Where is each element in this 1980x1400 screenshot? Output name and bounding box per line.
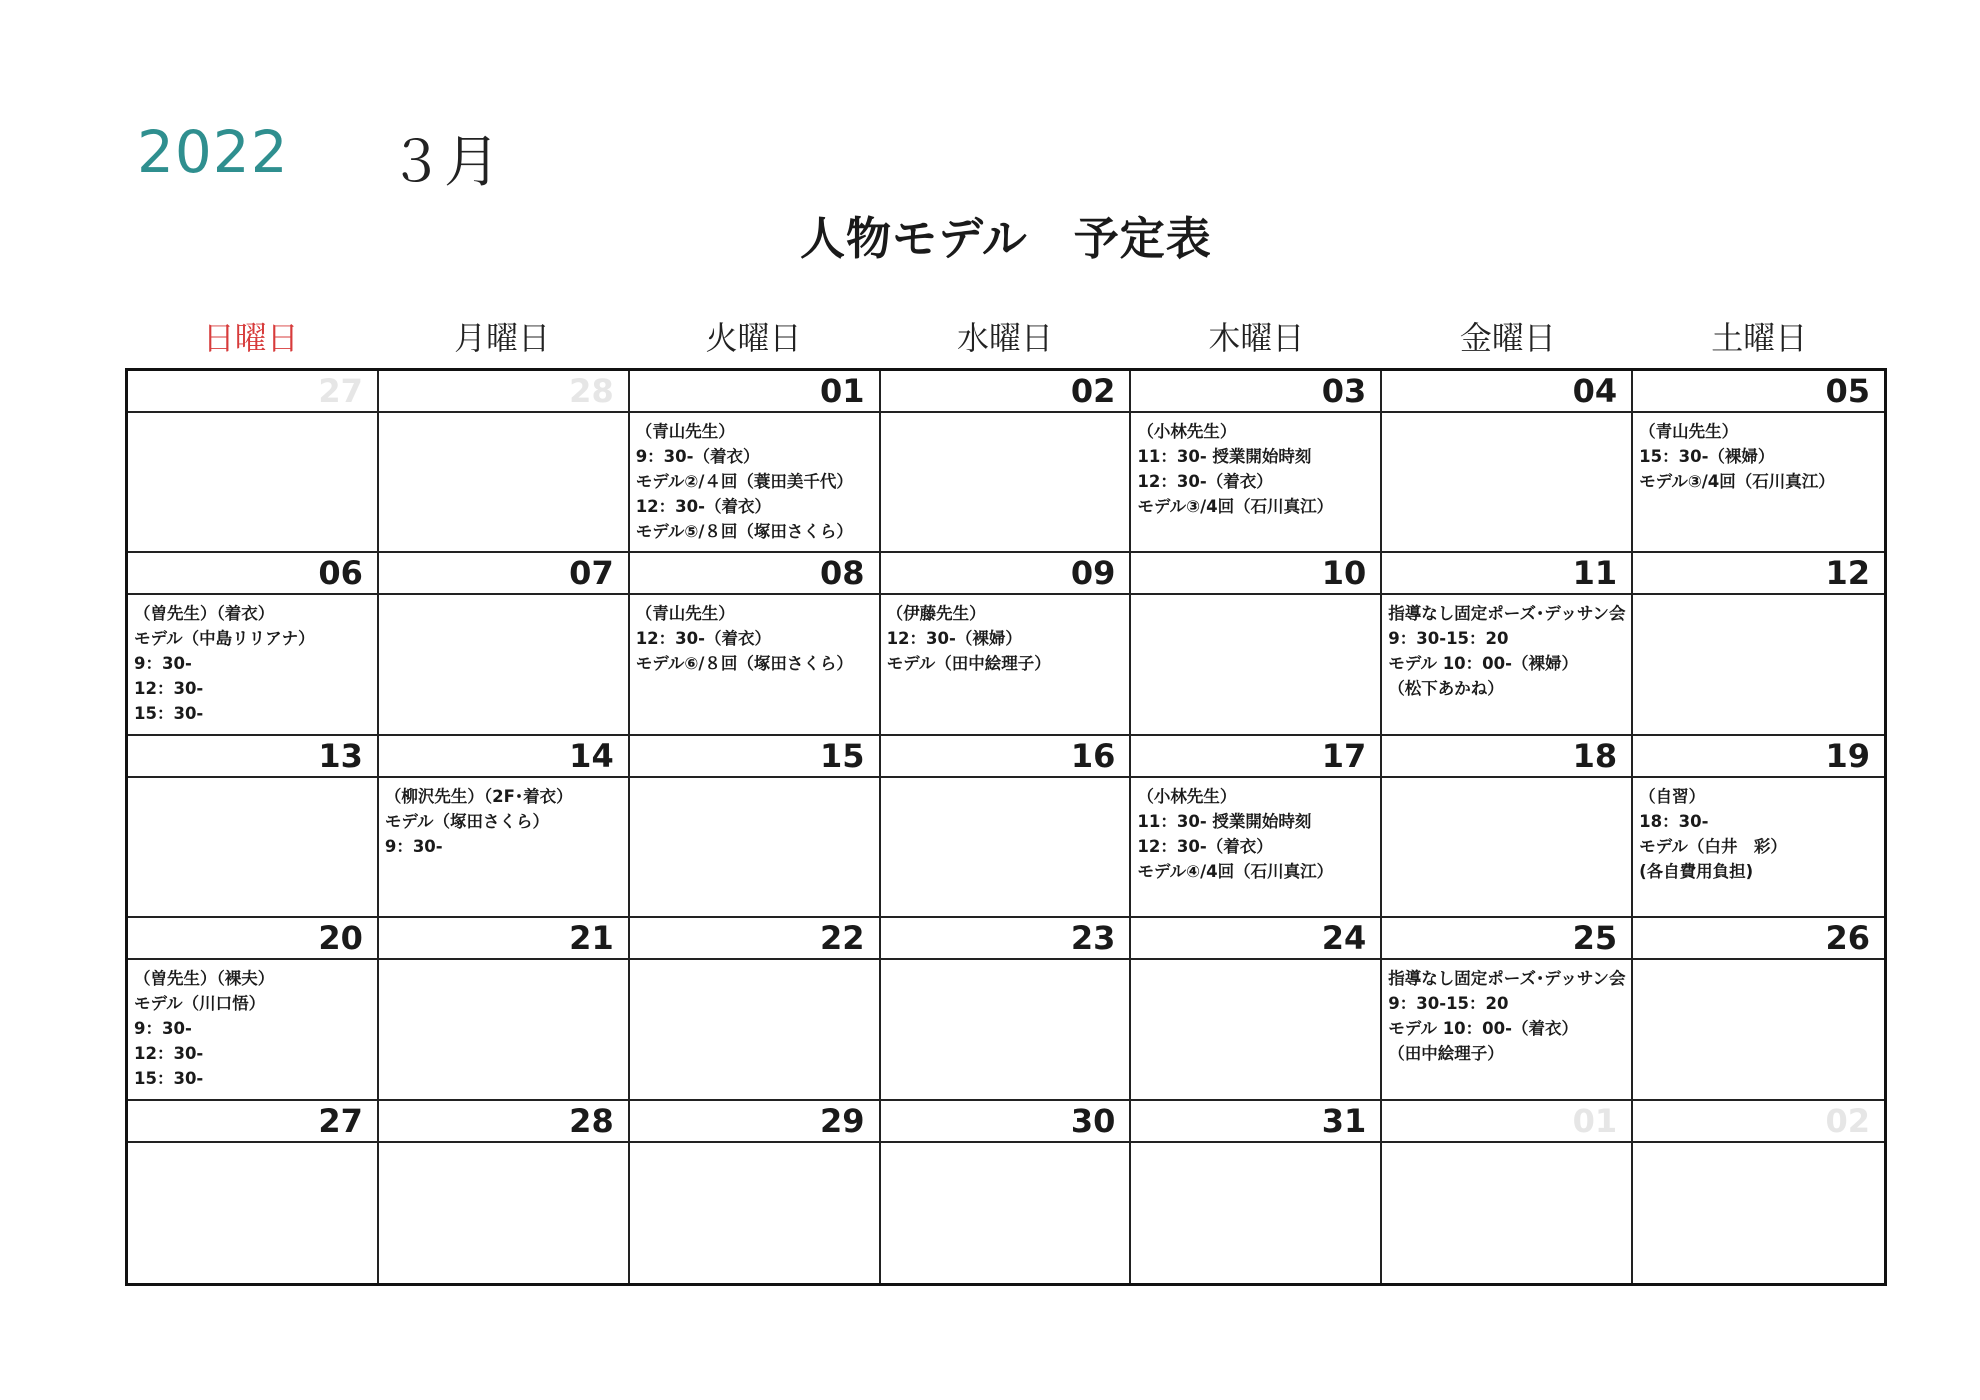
calendar-day-cell [128, 553, 379, 735]
day-number: 22 [630, 918, 879, 960]
day-events [379, 1143, 628, 1149]
event-line: 12：30-（着衣） [1137, 836, 1273, 856]
day-events [630, 1143, 879, 1149]
weekday-saturday: 土曜日 [1711, 319, 1808, 357]
page-title: 人物モデル 予定表 [800, 212, 1212, 265]
calendar-day-cell [1633, 553, 1884, 735]
day-number: 28 [379, 371, 628, 413]
day-number: 09 [881, 553, 1130, 595]
event-line: モデル（塚田さくら） [384, 811, 550, 831]
calendar-day-cell [881, 553, 1132, 735]
event-line: 15：30-（裸婦） [1639, 447, 1775, 466]
day-events [630, 778, 879, 784]
day-number: 26 [1633, 918, 1884, 960]
day-events [128, 778, 377, 784]
calendar-day-cell [128, 1101, 379, 1283]
day-number: 30 [881, 1101, 1130, 1143]
day-number: 19 [1633, 736, 1884, 778]
calendar-day-cell [630, 1101, 881, 1283]
day-events [1131, 960, 1380, 966]
day-number: 02 [1633, 1101, 1884, 1143]
event-line: 12：30-（着衣） [635, 629, 771, 649]
event-line: （柳沢先生）（2F･着衣） [384, 786, 573, 806]
event-line: 9：30- [134, 654, 192, 674]
calendar-day-cell [1382, 918, 1633, 1100]
day-events [1382, 413, 1631, 419]
weekday-thursday: 木曜日 [1208, 319, 1305, 357]
calendar-day-cell [1382, 553, 1633, 735]
day-number: 14 [379, 736, 628, 778]
event-line: （青山先生） [635, 422, 735, 441]
event-line: 12：30- [134, 679, 204, 699]
event-line: （自習） [1639, 786, 1706, 806]
event-line: （曽先生）（着衣） [134, 604, 275, 624]
event-line: モデル（川口悟） [134, 994, 266, 1014]
calendar-day-cell [379, 1101, 630, 1283]
day-events [1382, 1143, 1631, 1149]
day-number: 01 [1382, 1101, 1631, 1143]
event-line: 12：30- [134, 1044, 204, 1064]
calendar-day-cell [1633, 1101, 1884, 1283]
calendar-day-cell [630, 553, 881, 735]
event-line: モデル 10：00-（着衣） [1388, 1019, 1578, 1039]
day-events [128, 595, 377, 726]
day-events [881, 778, 1130, 784]
event-line: 15：30- [134, 704, 204, 724]
event-line: モデル 10：00-（裸婦） [1388, 654, 1578, 674]
day-number: 07 [379, 553, 628, 595]
calendar-day-cell [1382, 736, 1633, 918]
calendar-day-cell [379, 371, 630, 553]
day-number: 12 [1633, 553, 1884, 595]
day-number: 10 [1131, 553, 1380, 595]
event-line: 9：30- [134, 1019, 192, 1039]
day-events [630, 960, 879, 966]
event-line: モデル（中島リリアナ） [134, 629, 315, 649]
event-line: 12：30-（裸婦） [886, 629, 1022, 649]
day-events [1382, 960, 1631, 1066]
day-number: 28 [379, 1101, 628, 1143]
event-line: （青山先生） [635, 604, 735, 624]
day-events [1382, 778, 1631, 784]
event-line: モデル②/４回（蓑田美千代） [635, 472, 853, 491]
calendar-day-cell [128, 736, 379, 918]
event-line: 11：30- 授業開始時刻 [1137, 811, 1312, 831]
day-number: 23 [881, 918, 1130, 960]
event-line: モデル（白井 彩） [1639, 836, 1787, 856]
day-number: 20 [128, 918, 377, 960]
calendar-day-cell [379, 553, 630, 735]
year-label: 2022 [137, 118, 289, 186]
day-events [379, 778, 628, 859]
event-line: モデル③/4回（石川真江） [1639, 472, 1835, 491]
day-number: 05 [1633, 371, 1884, 413]
day-number: 24 [1131, 918, 1380, 960]
day-events [1633, 1143, 1884, 1149]
event-line: （曽先生）（裸夫） [134, 969, 275, 989]
day-events [379, 595, 628, 601]
day-events [630, 413, 879, 544]
calendar-day-cell [1382, 1101, 1633, 1283]
day-events [1131, 413, 1380, 519]
calendar-grid [125, 368, 1887, 1286]
day-number: 27 [128, 371, 377, 413]
calendar-day-cell [881, 1101, 1132, 1283]
day-events [1131, 1143, 1380, 1149]
event-line: 9：30- [384, 836, 443, 856]
event-line: 9：30-15：20 [1388, 629, 1509, 649]
day-events [1633, 413, 1884, 494]
day-number: 02 [881, 371, 1130, 413]
calendar-day-cell [379, 918, 630, 1100]
day-events [1131, 595, 1380, 601]
day-events [881, 595, 1130, 676]
day-events [1131, 778, 1380, 884]
event-line: （小林先生） [1137, 422, 1237, 441]
calendar-day-cell [881, 736, 1132, 918]
calendar-day-cell [881, 918, 1132, 1100]
event-line: 9：30-（着衣） [635, 447, 760, 466]
event-line: モデル⑤/８回（塚田さくら） [635, 522, 853, 541]
weekday-monday: 月曜日 [454, 319, 551, 357]
event-line: 18：30- [1639, 811, 1709, 831]
month-label: ３月 [388, 130, 500, 195]
event-line: 指導なし固定ポーズ･デッサン会 [1388, 969, 1626, 989]
day-events [1633, 778, 1884, 884]
day-number: 17 [1131, 736, 1380, 778]
event-line: (各自費用負担) [1639, 861, 1754, 881]
day-number: 31 [1131, 1101, 1380, 1143]
day-events [128, 1143, 377, 1149]
calendar-day-cell [1382, 371, 1633, 553]
event-line: 15：30- [134, 1069, 204, 1089]
day-number: 29 [630, 1101, 879, 1143]
calendar-day-cell [630, 371, 881, 553]
day-events [630, 595, 879, 676]
calendar-day-cell [1131, 736, 1382, 918]
calendar-day-cell [1131, 918, 1382, 1100]
day-number: 03 [1131, 371, 1380, 413]
day-events [881, 1143, 1130, 1149]
day-events [379, 960, 628, 966]
event-line: モデル④/4回（石川真江） [1137, 861, 1334, 881]
event-line: モデル（田中絵理子） [886, 654, 1051, 674]
day-number: 18 [1382, 736, 1631, 778]
weekday-tuesday: 火曜日 [705, 319, 802, 357]
event-line: モデル⑥/８回（塚田さくら） [635, 654, 853, 674]
event-line: 指導なし固定ポーズ･デッサン会 [1388, 604, 1626, 624]
calendar-day-cell [1131, 371, 1382, 553]
day-number: 11 [1382, 553, 1631, 595]
day-number: 04 [1382, 371, 1631, 413]
calendar-day-cell [128, 918, 379, 1100]
event-line: 9：30-15：20 [1388, 994, 1509, 1014]
day-number: 16 [881, 736, 1130, 778]
calendar-day-cell [1633, 371, 1884, 553]
weekday-wednesday: 水曜日 [956, 319, 1053, 357]
day-events [128, 960, 377, 1091]
day-events [881, 960, 1130, 966]
event-line: （伊藤先生） [886, 604, 986, 624]
weekday-friday: 金曜日 [1459, 319, 1556, 357]
event-line: 12：30-（着衣） [635, 497, 771, 516]
calendar-day-cell [1633, 918, 1884, 1100]
calendar-day-cell [1131, 553, 1382, 735]
calendar-day-cell [630, 918, 881, 1100]
calendar-day-cell [128, 371, 379, 553]
weekday-header-row [125, 313, 1885, 359]
day-events [379, 413, 628, 419]
event-line: （小林先生） [1137, 786, 1237, 806]
event-line: （田中絵理子） [1388, 1044, 1504, 1064]
calendar-day-cell [881, 371, 1132, 553]
event-line: 12：30-（着衣） [1137, 472, 1273, 491]
event-line: モデル③/4回（石川真江） [1137, 497, 1334, 516]
day-number: 21 [379, 918, 628, 960]
weekday-sunday: 日曜日 [202, 319, 299, 357]
calendar-day-cell [630, 736, 881, 918]
day-events [881, 413, 1130, 419]
day-number: 27 [128, 1101, 377, 1143]
day-number: 08 [630, 553, 879, 595]
event-line: 11：30- 授業開始時刻 [1137, 447, 1312, 466]
calendar-day-cell [1633, 736, 1884, 918]
day-events [128, 413, 377, 419]
calendar-day-cell [379, 736, 630, 918]
day-number: 06 [128, 553, 377, 595]
day-number: 13 [128, 736, 377, 778]
day-number: 25 [1382, 918, 1631, 960]
event-line: （青山先生） [1639, 422, 1739, 441]
day-events [1633, 960, 1884, 966]
day-number: 15 [630, 736, 879, 778]
event-line: （松下あかね） [1388, 679, 1504, 699]
day-events [1382, 595, 1631, 701]
day-events [1633, 595, 1884, 601]
day-number: 01 [630, 371, 879, 413]
calendar-day-cell [1131, 1101, 1382, 1283]
